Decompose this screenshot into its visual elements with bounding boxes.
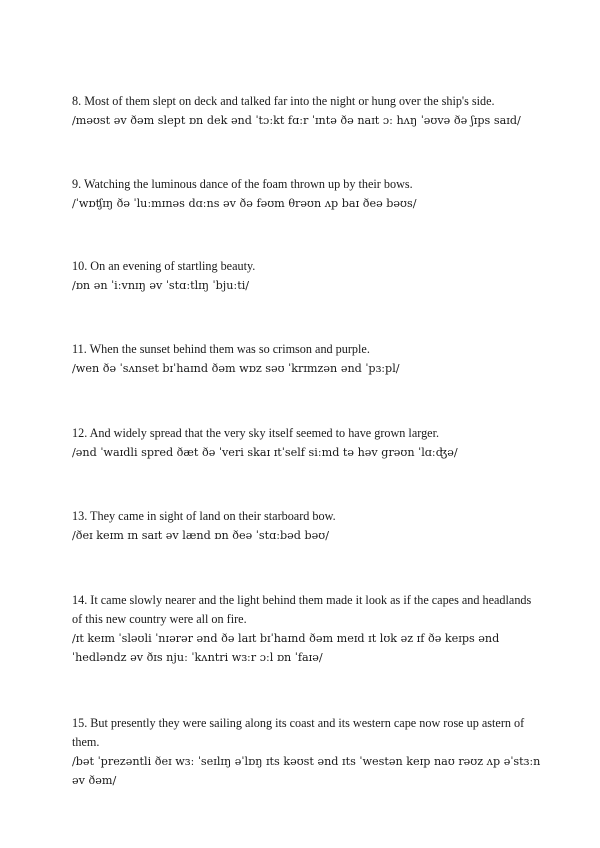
sentence-text: 13. They came in sight of land on their starboard bow.	[72, 509, 336, 523]
sentence-text: 8. Most of them slept on deck and talked far into the night or hung over the ship's side.	[72, 94, 495, 108]
ipa-transcription: /wen ðə ˈsʌnset bɪˈhaɪnd ðəm wɒz səʊ ˈkrɪmzən ənd ˈpɜːpl/	[72, 362, 400, 375]
ipa-transcription: /ðeɪ keɪm ɪn saɪt əv lænd ɒn ðeə ˈstɑːbəd bəʊ/	[72, 529, 329, 542]
entry-15	[72, 714, 542, 790]
ipa-transcription: /ɪt keɪm ˈsləʊli ˈnɪərər ənd ðə laɪt bɪˈhaɪnd ðəm meɪd ɪt lʊk əz ɪf ðə keɪps ənd ˈhedləndz əv ðɪs njuː ˈkʌntri wɜːr ɔːl ɒn ˈfaɪə/	[72, 632, 500, 664]
ipa-transcription: /ənd ˈwaɪdli spred ðæt ðə ˈveri skaɪ ɪtˈself siːmd tə həv grəʊn ˈlɑːʤə/	[72, 446, 458, 459]
entry-8	[72, 92, 542, 130]
entry-11	[72, 340, 542, 378]
entry-10	[72, 257, 542, 295]
sentence-text: 10. On an evening of startling beauty.	[72, 259, 256, 273]
sentence-text: 12. And widely spread that the very sky itself seemed to have grown larger.	[72, 426, 439, 440]
ipa-transcription: /bət ˈprezəntli ðeɪ wɜː ˈseɪlɪŋ əˈlɒŋ ɪts kəʊst ənd ɪts ˈwestən keɪp naʊ rəʊz ʌp əˈstɜːn əv ðəm/	[72, 755, 541, 787]
entry-14	[72, 591, 542, 667]
entry-12	[72, 424, 542, 462]
sentence-text: 15. But presently they were sailing along its coast and its western cape now rose up astern of them.	[72, 716, 525, 749]
sentence-text: 9. Watching the luminous dance of the foam thrown up by their bows.	[72, 177, 413, 191]
sentence-text: 11. When the sunset behind them was so crimson and purple.	[72, 342, 370, 356]
ipa-transcription: /ˈwɒʧɪŋ ðə ˈluːmɪnəs dɑːns əv ðə fəʊm θrəʊn ʌp baɪ ðeə bəʊs/	[72, 197, 417, 210]
entry-9	[72, 175, 542, 213]
ipa-transcription: /ɒn ən ˈiːvnɪŋ əv ˈstɑːtlɪŋ ˈbjuːti/	[72, 279, 250, 292]
sentence-text: 14. It came slowly nearer and the light behind them made it look as if the capes and headlands of this new country were all on fire.	[72, 593, 532, 626]
ipa-transcription: /məʊst əv ðəm slept ɒn dek ənd ˈtɔːkt fɑːr ˈɪntə ðə naɪt ɔː hʌŋ ˈəʊvə ðə ʃɪps saɪd/	[72, 114, 521, 127]
entry-13	[72, 507, 542, 545]
